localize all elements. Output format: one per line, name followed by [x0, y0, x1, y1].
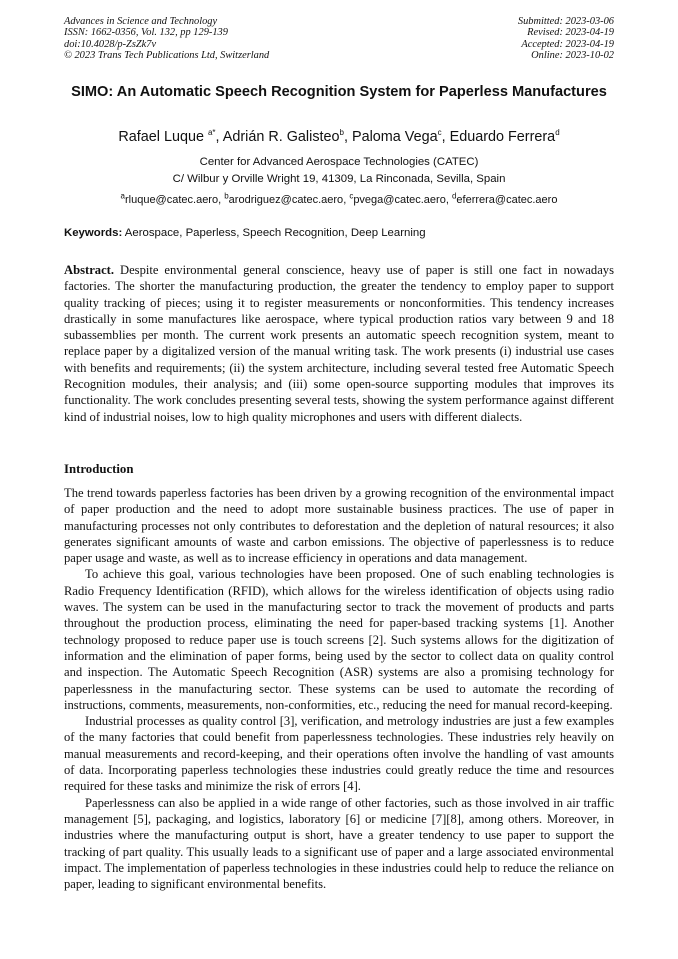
email-sup: b: [224, 191, 229, 201]
author-sup: d: [555, 128, 560, 138]
email-sup: c: [349, 191, 354, 201]
date-submitted: Submitted: 2023-03-06: [517, 16, 614, 27]
email-sup: d: [451, 191, 457, 201]
email-address[interactable]: pvega@catec.aero: [353, 194, 446, 206]
email-list: $^a$rluque@catec.aero, $^b$arodriguez@catec.aero, $^c$pvega@catec.aero, $^d$eferrera@catec.aero: [120, 191, 558, 206]
journal-doi: doi:10.4028/p-ZsZk7v: [64, 38, 157, 50]
author-list: Rafael Luque $^{a*}$, Adrián R. Galisteo$^b$, Paloma Vega$^c$, Eduardo Ferrera$^d$: [118, 128, 560, 145]
journal-header: [64, 16, 364, 62]
paragraph: The trend towards paperless factories has been driven by a growing recognition of the environmental impact of paper production and the need to adopt more sustainable business practices. The use of paper in manufacturing processes not only contributes to deforestation and the depletion of natural resources; it also generates significant amounts of waste and carbon emissions. The objective of paperlessness is to reduce paper usage and waste, as well as to increase efficiency in operations and data management.: [64, 486, 614, 566]
email-address[interactable]: rluque@catec.aero: [124, 194, 219, 206]
affiliation: [64, 154, 614, 188]
abstract-text: Despite environmental general conscience, heavy use of paper is still one fact in nowadays factories. The shorter the manufacturing production, the greater the tendency to employ paper to support quality tracking of pieces; using it to register measurements or nonconformities. This tendency increases drastically in some manufactures like aerospace, where typical production ratios vary between 9 and 18 subassemblies per month. The current work presents an automatic speech recognition system, meant to replace paper by a digitalized version of the manual writing task. The work presents (i) industrial use cases with benefits and requirements; (ii) the system architecture, including several tested free Automatic Speech Recognition modules, their analysis; and (iii) some open-source supporting modules that improves its functionality. The work concludes presenting several tests, showing the system performance against different kind of industrial noises, low to high quality microphones and users with different dialects.: [64, 263, 614, 424]
journal-name: Advances in Science and Technology: [64, 16, 218, 27]
author-sup: a*: [207, 128, 216, 138]
abstract: [64, 262, 614, 425]
date-online: Online: 2023-10-02: [531, 50, 614, 62]
author-name: Paloma Vega: [351, 129, 438, 145]
section-heading-introduction: Introduction: [64, 462, 134, 476]
email-address[interactable]: eferrera@catec.aero: [456, 194, 558, 206]
affiliation-institution: Center for Advanced Aerospace Technologies (CATEC): [199, 156, 479, 168]
author-sup: b: [339, 128, 344, 138]
dates-header: [414, 16, 614, 62]
email-address[interactable]: arodriguez@catec.aero: [228, 194, 344, 206]
keywords: [64, 226, 614, 240]
date-revised: Revised: 2023-04-19: [527, 27, 614, 39]
keywords-text: Aerospace, Paperless, Speech Recognition, Deep Learning: [124, 227, 426, 239]
author-sup: c: [437, 128, 442, 138]
journal-issn: ISSN: 1662-0356, Vol. 132, pp 129-139: [64, 27, 228, 39]
journal-copyright: © 2023 Trans Tech Publications Ltd, Switzerland: [64, 50, 270, 62]
paragraph: Industrial processes as quality control [3], verification, and metrology industries are just a few examples of the many factories that could benefit from paperlessness technologies. These industries rely heavily on manual measurements and record-keeping, and their operations often involve the handling of vast amounts of data. Incorporating paperless technologies these industries could greatly reduce the time and resources required for these tasks and minimize the risk of errors [4].: [64, 714, 614, 794]
affiliation-address: C/ Wilbur y Orville Wright 19, 41309, La Rinconada, Sevilla, Spain: [172, 173, 506, 185]
email-sup: a: [120, 191, 125, 201]
paper-title: SIMO: An Automatic Speech Recognition System for Paperless Manufactures: [71, 84, 607, 100]
author-name: Adrián R. Galisteo: [222, 129, 340, 145]
paragraph: To achieve this goal, various technologies have been proposed. One of such enabling technologies is Radio Frequency Identification (RFID), which allows for the wireless identification of objects using radio waves. The system can be used in the manufacturing sector to track the movement of products and parts throughout the production process, eliminating the need for paper-based tracking systems [1]. Another technology proposed to reduce paper use is touch screens [2]. Such systems allows for the digitization of information and the elimination of paper forms, being used by the sector to collect data on quality control and inspection. The Automatic Speech Recognition (ASR) systems are also a promising technology for paperlessness in the manufacturing sector. These systems can be used to automate the recording of instructions, comments, measurements, non-conformities, etc., reducing the need for manual record-keeping.: [64, 567, 614, 712]
author-name: Rafael Luque: [118, 129, 204, 145]
author-name: Eduardo Ferrera: [449, 129, 556, 145]
date-accepted: Accepted: 2023-04-19: [521, 38, 614, 50]
introduction-body: [64, 485, 614, 892]
keywords-label: Keywords:: [64, 227, 123, 239]
abstract-label: Abstract.: [64, 263, 115, 277]
paragraph: Paperlessness can also be applied in a wide range of other factories, such as those involved in air traffic management [5], packaging, and logistics, laboratory [6] or medicine [7][8], among others. Moreover, in industries where the manufacturing output is short, have a greater tendency to use paper to support the tracking of part quality. This usually leads to a significant use of paper and a large associated environmental impact. The implementation of paperless technologies in these industries could help to reduce the reliance on paper, leading to significant environmental benefits.: [64, 795, 614, 892]
